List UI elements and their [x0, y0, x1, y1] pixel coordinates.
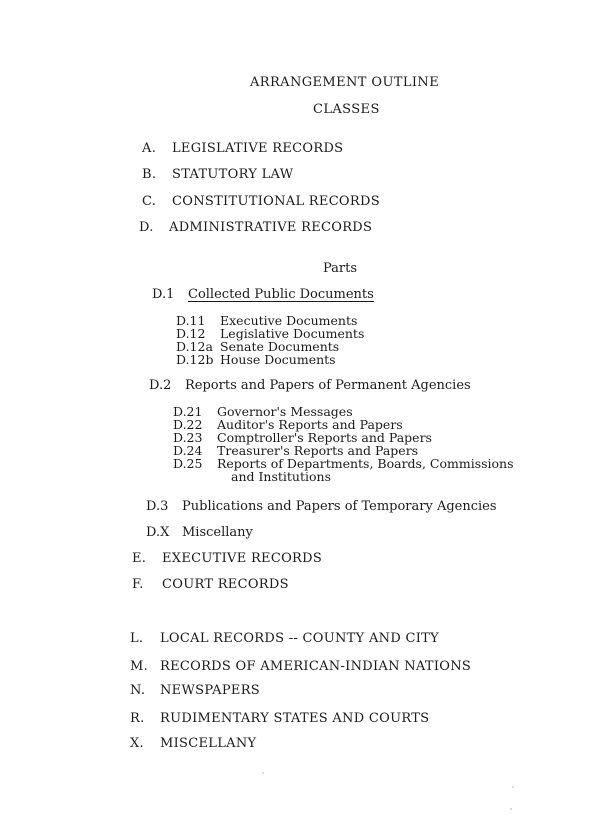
subpart-continuation: and Institutions: [231, 469, 331, 484]
class-code: B.: [142, 167, 157, 182]
subpart-code: D.11: [176, 313, 206, 328]
class-label: LOCAL RECORDS -- COUNTY AND CITY: [160, 631, 440, 646]
part-code: D.X: [146, 525, 170, 540]
part-label: Collected Public Documents: [188, 287, 374, 302]
part-label: Reports and Papers of Permanent Agencies: [185, 378, 471, 393]
class-code: F.: [132, 577, 144, 592]
class-code: E.: [132, 551, 147, 566]
part-item: [146, 526, 253, 539]
class-code: N.: [130, 683, 146, 698]
class-label: CONSTITUTIONAL RECORDS: [172, 194, 380, 209]
class-label: LEGISLATIVE RECORDS: [172, 141, 344, 156]
class-code: L.: [130, 631, 144, 646]
subpart-label: Senate Documents: [220, 339, 340, 354]
class-item: [130, 660, 471, 673]
class-code: X.: [130, 736, 144, 751]
scan-speck: [510, 808, 512, 810]
class-code: C.: [142, 194, 157, 209]
part-code: D.2: [149, 378, 172, 393]
subpart-code: D.21: [173, 404, 203, 419]
subpart-code: D.23: [173, 430, 203, 445]
subpart-code: D.12: [176, 326, 206, 341]
part-item: [149, 379, 471, 392]
subpart-label: Auditor's Reports and Papers: [217, 417, 403, 432]
parts-heading: Parts: [323, 261, 358, 276]
class-item: [130, 632, 439, 645]
class-label: RECORDS OF AMERICAN-INDIAN NATIONS: [160, 659, 472, 674]
page-title: ARRANGEMENT OUTLINE: [250, 75, 440, 90]
page-subtitle: CLASSES: [313, 102, 380, 117]
subpart-label: Governor's Messages: [217, 404, 353, 419]
class-code: A.: [142, 141, 157, 156]
scan-speck: [262, 772, 264, 774]
class-label: RUDIMENTARY STATES AND COURTS: [160, 711, 430, 726]
subpart-label: Legislative Documents: [220, 326, 365, 341]
part-label: Publications and Papers of Temporary Agencies: [182, 499, 497, 514]
class-item: [142, 142, 343, 155]
class-label: NEWSPAPERS: [160, 683, 261, 698]
subpart-label: Comptroller's Reports and Papers: [217, 430, 432, 445]
class-code: R.: [130, 711, 145, 726]
class-label: COURT RECORDS: [162, 577, 289, 592]
subpart-code: D.12b: [176, 352, 214, 367]
class-item: [142, 168, 293, 181]
subpart-item: [173, 458, 514, 471]
scan-speck: [512, 786, 514, 788]
class-item: [130, 684, 260, 697]
class-label: MISCELLANY: [160, 736, 257, 751]
subpart-code: D.22: [173, 417, 203, 432]
subpart-code: D.25: [173, 456, 203, 471]
class-code: M.: [130, 659, 149, 674]
class-item: [132, 578, 289, 591]
part-code: D.3: [146, 499, 169, 514]
subpart-item: [176, 354, 336, 367]
part-item: [146, 500, 497, 513]
class-item: [130, 712, 429, 725]
subpart-label: House Documents: [220, 352, 336, 367]
subpart-label: Reports of Departments, Boards, Commissions: [217, 456, 514, 471]
subpart-code: D.24: [173, 443, 203, 458]
class-label: STATUTORY LAW: [172, 167, 294, 182]
class-label: ADMINISTRATIVE RECORDS: [169, 220, 373, 235]
class-item: [130, 737, 256, 750]
class-code: D.: [139, 220, 154, 235]
subpart-code: D.12a: [176, 339, 213, 354]
class-label: EXECUTIVE RECORDS: [162, 551, 323, 566]
subpart-label: Executive Documents: [220, 313, 358, 328]
part-item: [152, 288, 374, 301]
class-item: [139, 221, 372, 234]
class-item: [142, 195, 380, 208]
part-label: Miscellany: [182, 525, 253, 540]
class-item: [132, 552, 322, 565]
subpart-label: Treasurer's Reports and Papers: [217, 443, 419, 458]
part-code: D.1: [152, 287, 175, 302]
